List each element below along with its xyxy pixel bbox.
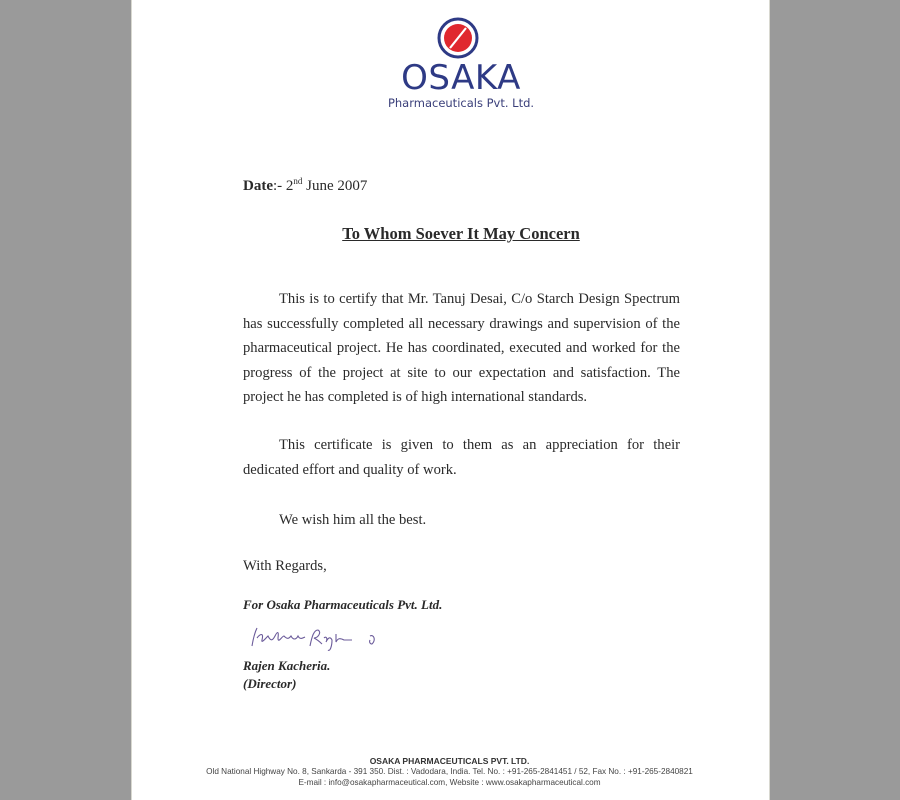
footer-address: Old National Highway No. 8, Sankarda - 391 350. Dist. : Vadodara, India. Tel. No. : +91-265-2841451 / 52, Fax No. : +91-265-2840821 bbox=[206, 767, 693, 776]
for-company-line: For Osaka Pharmaceuticals Pvt. Ltd. bbox=[243, 597, 443, 612]
pill-logo-icon bbox=[436, 16, 480, 60]
signature-image bbox=[248, 624, 388, 654]
letter-heading: To Whom Soever It May Concern bbox=[342, 224, 580, 243]
logo-wordmark: OSAKA bbox=[401, 58, 521, 98]
closing-salutation: With Regards, bbox=[243, 558, 327, 574]
date-month-year: June 2007 bbox=[302, 178, 368, 194]
body-paragraph-2 bbox=[243, 433, 680, 482]
date-separator: :- bbox=[273, 178, 286, 194]
signatory-title: (Director) bbox=[243, 676, 297, 691]
footer-contact: E-mail : info@osakapharmaceutical.com, Website : www.osakapharmaceutical.com bbox=[298, 778, 601, 787]
company-logo bbox=[386, 14, 536, 114]
paragraph-text: This certificate is given to them as an appreciation for their dedicated effort and quality of work. bbox=[243, 437, 680, 478]
body-paragraph-1 bbox=[243, 287, 680, 410]
letter-date bbox=[243, 176, 367, 195]
date-label: Date bbox=[243, 178, 273, 194]
paragraph-text: This is to certify that Mr. Tanuj Desai, C/o Starch Design Spectrum has successfully completed all necessary drawings and supervision of the pharmaceutical project. He has coordinated, executed and worked for the progress of the project at site to our expectation and satisfaction. The project he has completed is of high international standards. bbox=[243, 291, 680, 405]
signatory-block bbox=[243, 657, 330, 693]
body-paragraph-3 bbox=[243, 508, 680, 533]
footer-company: OSAKA PHARMACEUTICALS PVT. LTD. bbox=[369, 756, 530, 766]
logo-subtitle: Pharmaceuticals Pvt. Ltd. bbox=[387, 96, 535, 110]
date-day: 2 bbox=[285, 178, 294, 194]
signatory-name: Rajen Kacheria. bbox=[243, 658, 331, 673]
paragraph-text: We wish him all the best. bbox=[279, 512, 427, 528]
date-suffix: nd bbox=[293, 176, 303, 186]
